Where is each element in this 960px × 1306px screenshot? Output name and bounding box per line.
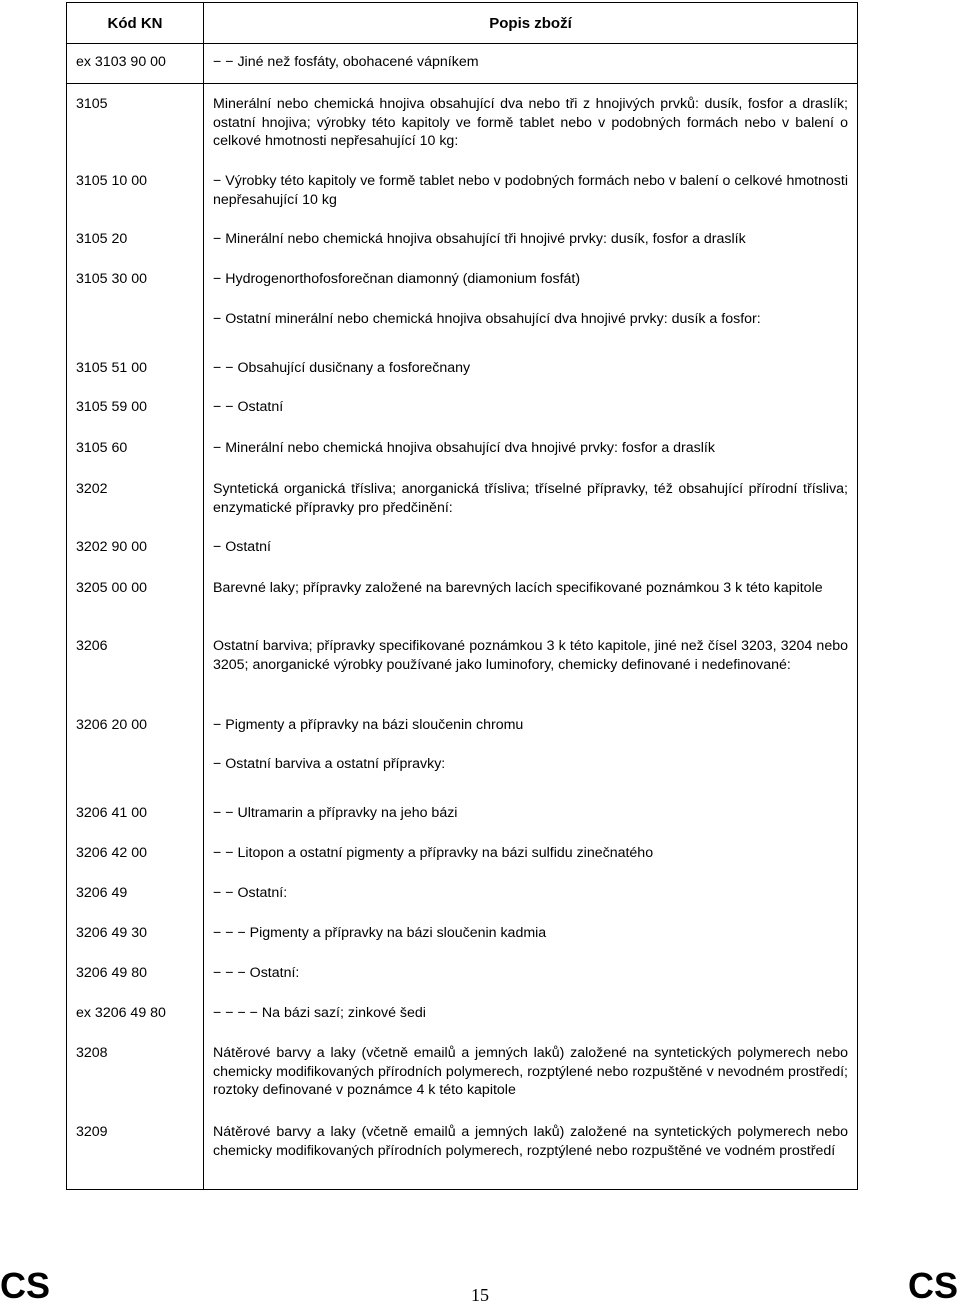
column-divider xyxy=(203,3,204,1189)
row-code: 3208 xyxy=(76,1045,108,1061)
row-code: 3105 51 00 xyxy=(76,360,148,376)
language-code-left: CS xyxy=(0,1265,51,1306)
row-description: Barevné laky; přípravky založené na barevných lacích specifikované poznámkou 3 k této kapitole xyxy=(213,580,823,596)
row-description: − Pigmenty a přípravky na bázi sloučenin chromu xyxy=(213,717,524,733)
header-code: Kód KN xyxy=(107,14,163,32)
row-description: Ostatní barviva; přípravky specifikované poznámkou 3 k této kapitole, jiné než čísel 3203, 3204 nebo 3205; anorganické výrobky používané jako luminofory, chemicky definované i nedefinované: xyxy=(213,638,848,673)
row-description: − − Ultramarin a přípravky na jeho bázi xyxy=(213,805,458,821)
row-description: − − Jiné než fosfáty, obohacené vápníkem xyxy=(213,54,479,70)
row-code: ex 3103 90 00 xyxy=(76,54,166,70)
row-code: 3105 59 00 xyxy=(76,399,148,415)
row-description: Minerální nebo chemická hnojiva obsahující dva nebo tři z hnojivých prvků: dusík, fosfor a draslík; ostatní hnojiva; výrobky této kapitoly ve formě tablet nebo v podobných formách nebo v balení o celkové hmotnosti nepřesahující 10 kg: xyxy=(213,96,848,149)
row-code: 3206 49 xyxy=(76,885,128,901)
row-description: − Minerální nebo chemická hnojiva obsahující tři hnojivé prvky: dusík, fosfor a draslík xyxy=(213,231,746,247)
row-description: − Minerální nebo chemická hnojiva obsahující dva hnojivé prvky: fosfor a draslík xyxy=(213,440,715,456)
row-description: − − − Ostatní: xyxy=(213,965,300,981)
row-code: 3209 xyxy=(76,1124,108,1140)
row-divider xyxy=(67,83,857,84)
row-code: 3206 42 00 xyxy=(76,845,148,861)
row-code: ex 3206 49 80 xyxy=(76,1005,166,1021)
row-code: 3105 10 00 xyxy=(76,173,148,189)
row-code: 3205 00 00 xyxy=(76,580,148,596)
row-description: − − Ostatní xyxy=(213,399,284,415)
row-description: Syntetická organická třísliva; anorganická třísliva; tříselné přípravky, též obsahující přírodní třísliva; enzymatické přípravky pro předčinění: xyxy=(213,481,848,516)
row-code: 3202 90 00 xyxy=(76,539,148,555)
row-description: Nátěrové barvy a laky (včetně emailů a jemných laků) založené na syntetických polymerech nebo chemicky modifikovaných přírodních polymerech, rozptýlené nebo rozpuštěné ve vodném prostředí xyxy=(213,1124,848,1159)
row-description: − Ostatní minerální nebo chemická hnojiva obsahující dva hnojivé prvky: dusík a fosfor: xyxy=(213,311,761,327)
row-code: 3105 20 xyxy=(76,231,128,247)
row-description: − − Obsahující dusičnany a fosforečnany xyxy=(213,360,471,376)
row-description: − Výrobky této kapitoly ve formě tablet nebo v podobných formách nebo v balení o celkové hmotnosti nepřesahující 10 kg xyxy=(213,173,848,208)
row-code: 3206 41 00 xyxy=(76,805,148,821)
row-description: Nátěrové barvy a laky (včetně emailů a jemných laků) založené na syntetických polymerech nebo chemicky modifikovaných přírodních polymerech, rozptýlené nebo rozpuštěné v nevodném prostředí; roztoky definované v poznámce 4 k této kapitole xyxy=(213,1045,848,1098)
header-description: Popis zboží xyxy=(489,14,572,32)
row-code: 3105 xyxy=(76,96,108,112)
row-description: − − Litopon a ostatní pigmenty a přípravky na bázi sulfidu zinečnatého xyxy=(213,845,654,861)
row-description: − − − Pigmenty a přípravky na bázi sloučenin kadmia xyxy=(213,925,547,941)
row-code: 3206 xyxy=(76,638,108,654)
row-code: 3202 xyxy=(76,481,108,497)
row-description: − Ostatní xyxy=(213,539,271,555)
row-description: − − Ostatní: xyxy=(213,885,288,901)
row-code: 3206 49 80 xyxy=(76,965,148,981)
table-header xyxy=(67,3,857,44)
language-code-right: CS xyxy=(907,1265,958,1306)
row-code: 3105 60 xyxy=(76,440,128,456)
row-code: 3206 49 30 xyxy=(76,925,148,941)
row-code: 3105 30 00 xyxy=(76,271,148,287)
row-description: − Ostatní barviva a ostatní přípravky: xyxy=(213,756,446,772)
row-description: − − − − Na bázi sazí; zinkové šedi xyxy=(213,1005,426,1021)
page-number: 15 xyxy=(471,1285,489,1305)
row-description: − Hydrogenorthofosforečnan diamonný (diamonium fosfát) xyxy=(213,271,581,287)
row-code: 3206 20 00 xyxy=(76,717,148,733)
